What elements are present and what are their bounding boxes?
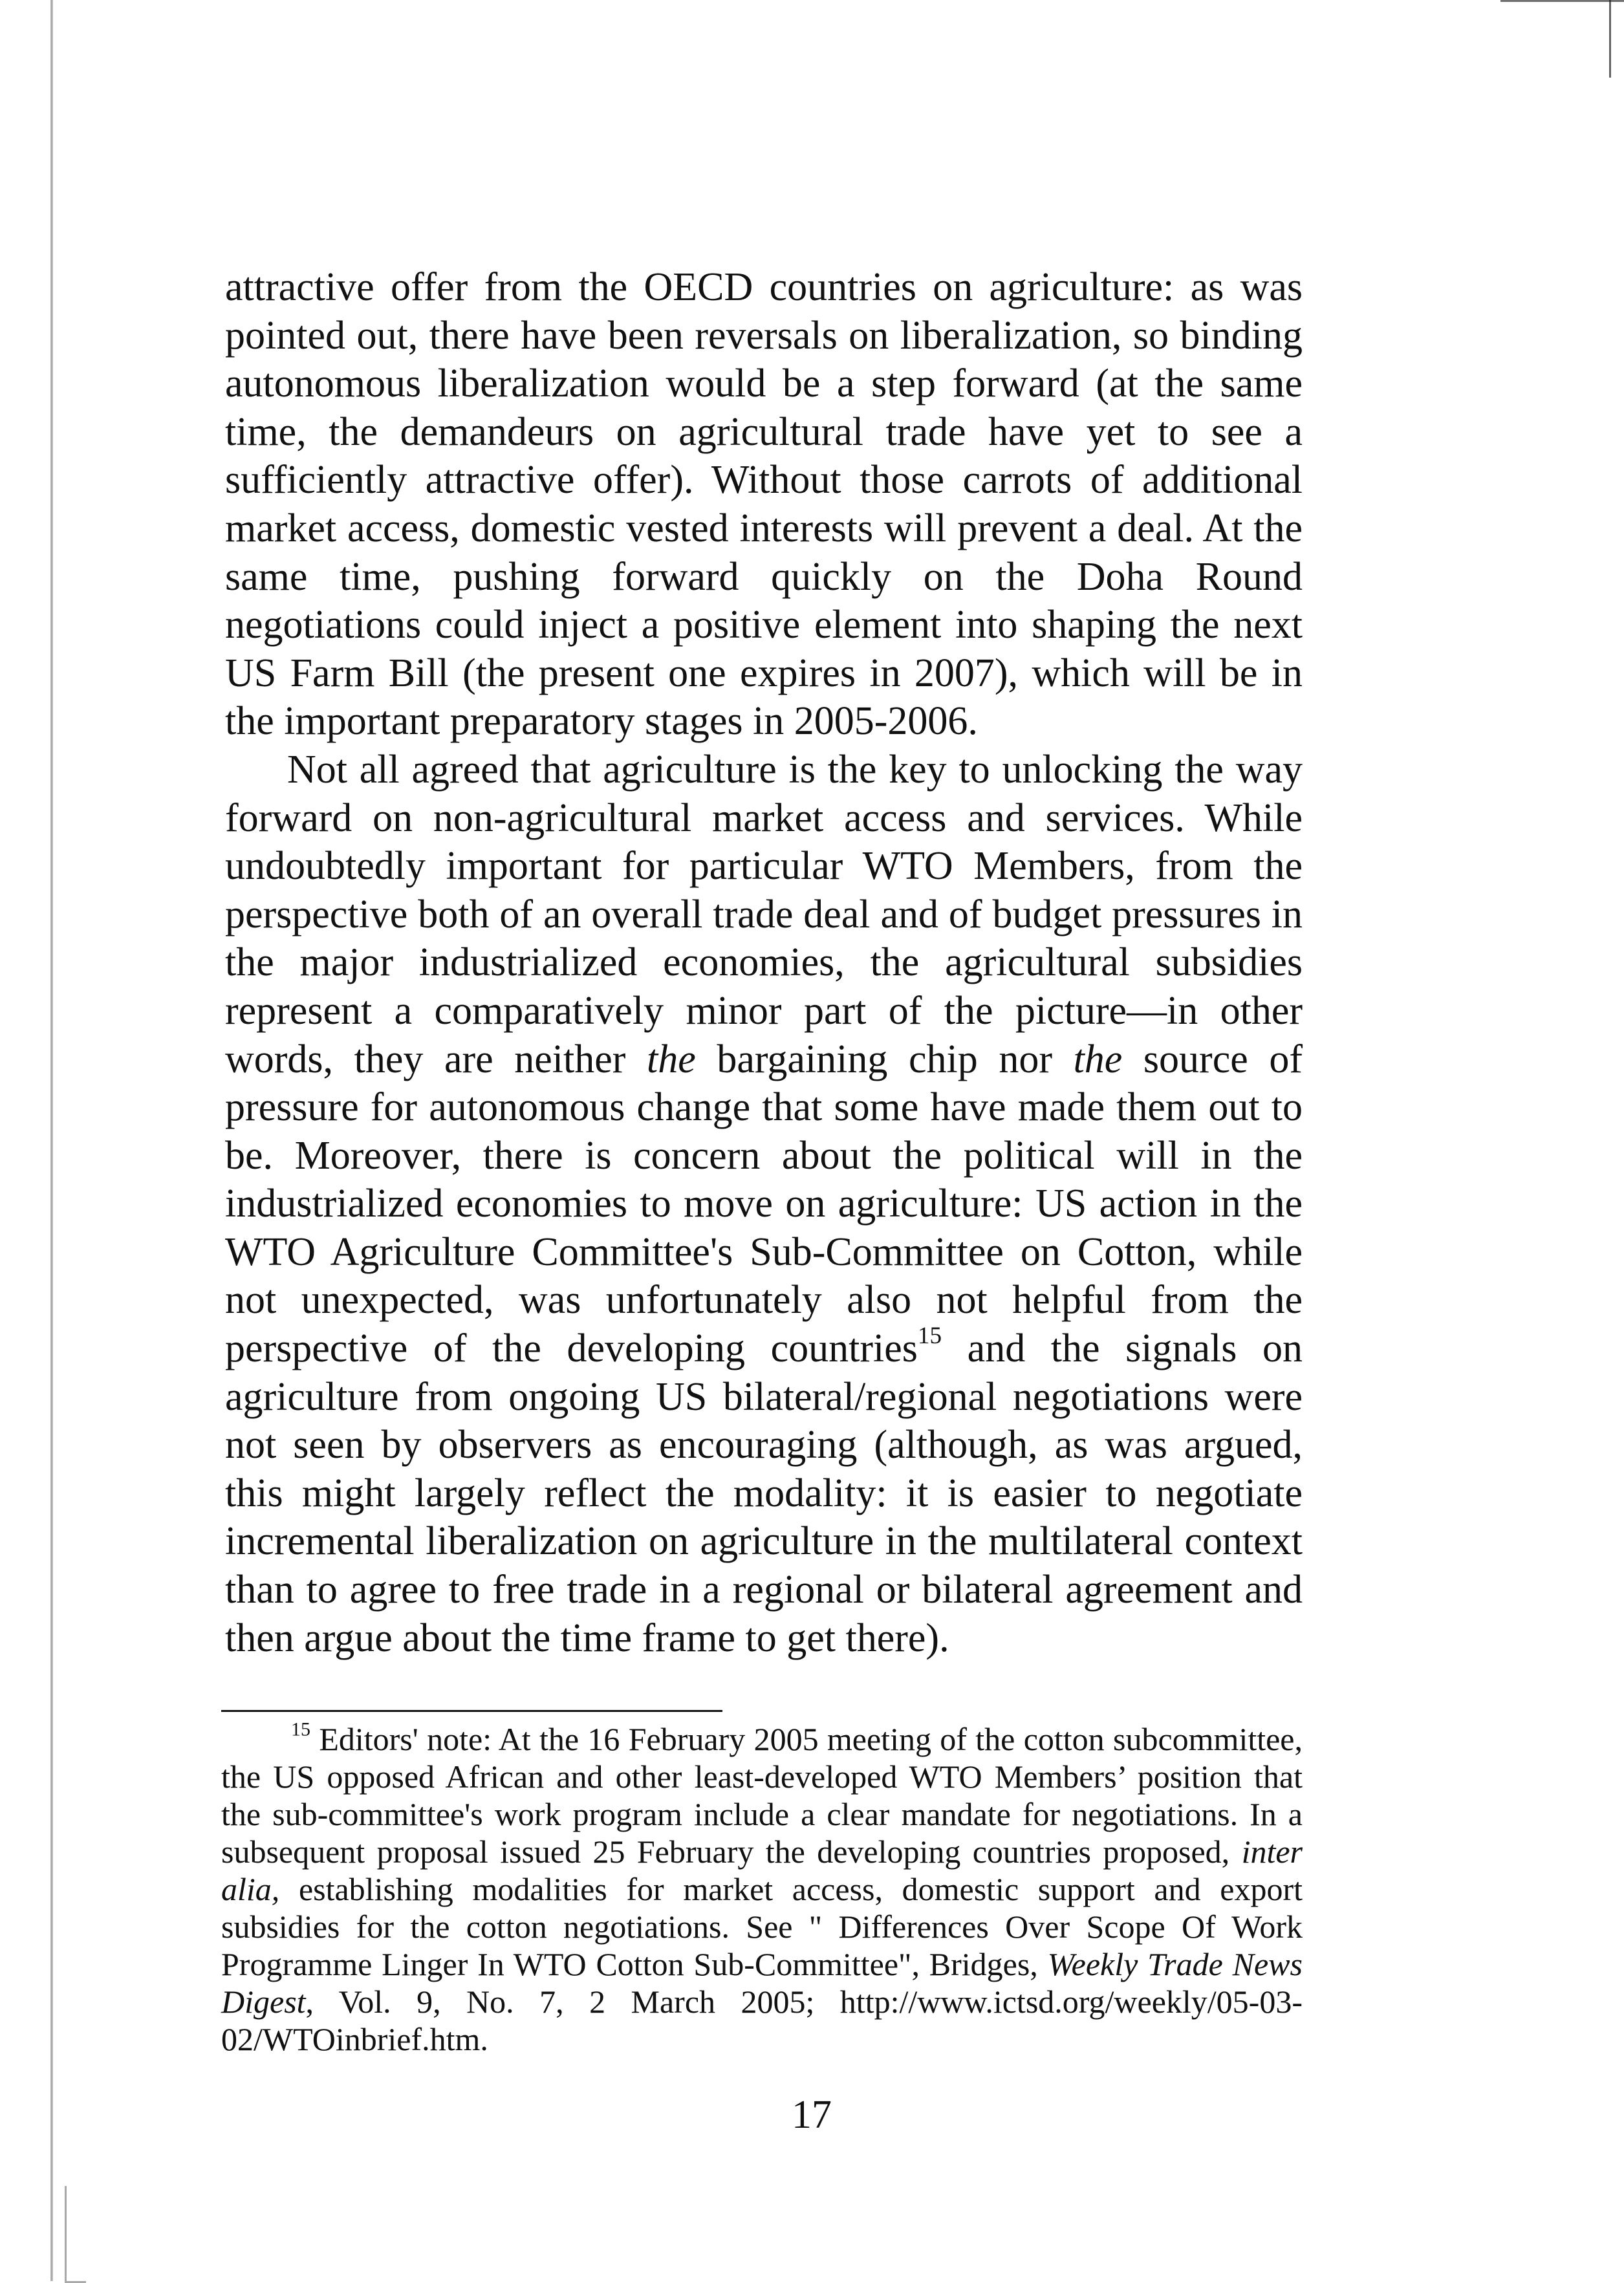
- text-run: source of pressure for autonomous change that some have made them out to be. Moreover, there is concern about the political will in the industrialized economies to move on agriculture: US action in the WTO Agriculture Committee's Sub-Committee on Cotton, while not unexpected, was unfortunately also not helpful from the perspective of the developing countries: [225, 1037, 1303, 1371]
- scan-edge-top: [1500, 0, 1624, 2]
- footnote-reference: 15: [917, 1323, 942, 1350]
- text-run: Editors' note: At the 16 February 2005 meeting of the cotton subcommittee, the US opposed African and other least-developed WTO Members’ position that the sub-committee's work program include a clear mandate for negotiations. In a subsequent proposal issued 25 February the developing countries proposed,: [221, 1721, 1303, 1870]
- text-run: attractive offer from the OECD countries on agriculture: as was pointed out, there have been reversals on liberalization, so binding autonomous liberalization would be a step forward (at the same time, the demandeurs on agricultural trade have yet to see a sufficiently attractive offer). Without those carrots of additional market access, domestic vested interests will prevent a deal. At the same time, pushing forward quickly on the Doha Round negotiations could inject a positive element into shaping the next US Farm Bill (the present one expires in 2007), which will be in the important preparatory stages in 2005-2006.: [225, 265, 1303, 744]
- text-run: bargaining chip nor: [695, 1037, 1074, 1081]
- footnote-separator: [221, 1710, 722, 1712]
- footnote-text: [221, 1718, 1303, 2057]
- emphasis-text: inter alia,: [221, 1834, 1303, 1907]
- scan-edge-left: [50, 0, 53, 2281]
- scan-edge-right: [1609, 0, 1611, 78]
- emphasis-text: Weekly Trade News Digest: [221, 1946, 1303, 2020]
- emphasis-text: the: [1073, 1037, 1123, 1081]
- text-run: Not all agreed that agriculture is the key to unlocking the way forward on non-agricultural market access and services. While undoubtedly important for particular WTO Members, from the perspective both of an overall trade deal and of budget pressures in the major industrialized economies, the agricultural subsidies represent a comparatively minor part of the picture—in other words, they are neither: [225, 747, 1303, 1081]
- footnote-15: [221, 1720, 1303, 2058]
- paragraph-2: [225, 746, 1303, 1662]
- text-run: and the signals on agriculture from ongoing US bilateral/regional negotiations were not seen by observers as encouraging (although, as was argued, this might largely reflect the modality: it is easier to negotiate incremental liberalization on agriculture in the multilateral context than to agree to free trade in a regional or bilateral agreement and then argue about the time frame to get there).: [225, 1326, 1303, 1660]
- scan-edge-corner: [65, 2186, 86, 2283]
- paragraph-1: [225, 263, 1303, 746]
- footnote-number: 15: [291, 1718, 310, 1740]
- main-text: [225, 263, 1303, 1662]
- page-number: 17: [792, 2093, 832, 2137]
- text-run: establishing modalities for market access, domestic support and export subsidies for the cotton negotiations. See " Differences Over Scope Of Work Programme Linger In WTO Cotton Sub-Committee", Bridges,: [221, 1871, 1303, 1982]
- emphasis-text: the: [647, 1037, 696, 1081]
- text-run: , Vol. 9, No. 7, 2 March 2005; http://www.ictsd.org/weekly/05-03-02/WTOinbrief.htm.: [221, 1984, 1303, 2057]
- footnote-marker: [221, 1718, 310, 1757]
